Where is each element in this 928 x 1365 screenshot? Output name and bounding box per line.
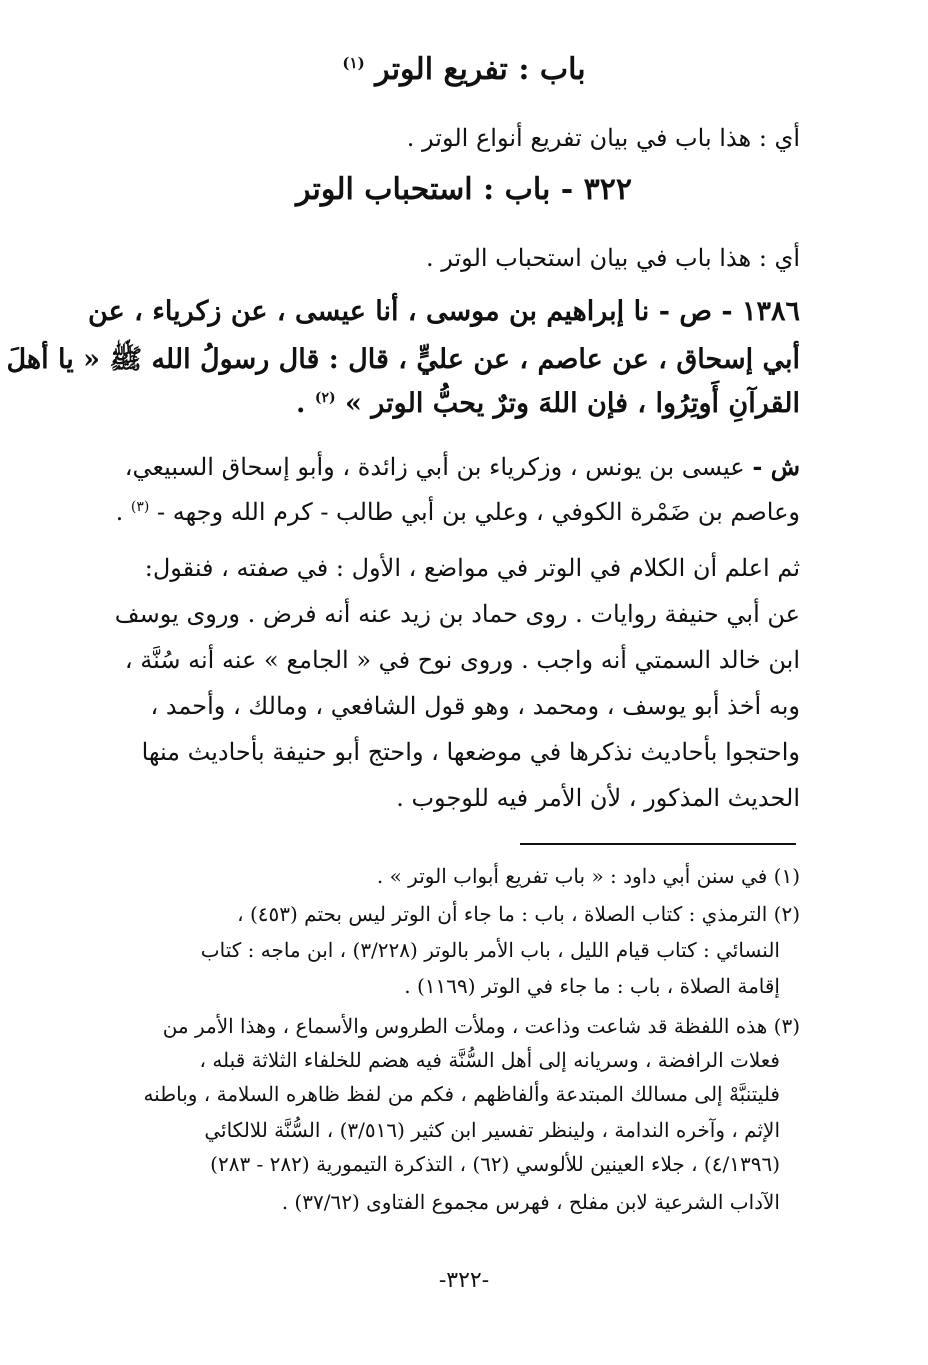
sharh-line-1: [110, 452, 800, 481]
sharh-line-2-end: .: [115, 498, 124, 526]
body-line-2: عن أبي حنيفة روايات . روى حماد بن زيد عنه أنه فرض . وروى يوسف: [114, 600, 800, 628]
footnote-3-line-6: الآداب الشرعية لابن مفلح ، فهرس مجموع الفتاوى (٣٧/٦٢) .: [281, 1190, 780, 1214]
sharh-line-2-text: وعاصم بن ضَمْرة الكوفي ، وعلي بن أبي طالب - كرم الله وجهه -: [157, 498, 800, 526]
hadith-line-2: أبي إسحاق ، عن عاصم ، عن عليٍّ ، قال : قال رسولُ الله ﷺ « يا أهلَ: [6, 344, 800, 375]
footnote-3-line-5: (٤/١٣٩٦) ، جلاء العينين للألوسي (٦٢) ، التذكرة التيمورية (٢٨٢ - ٢٨٣): [210, 1152, 780, 1176]
hadith-footnote-ref[interactable]: (٢): [314, 390, 336, 406]
body-line-3: ابن خالد السمتي أنه واجب . وروى نوح في « الجامع » عنه أنه سُنَّة ،: [124, 646, 800, 674]
sharh-line-2: [110, 498, 800, 526]
footnote-3-line-1: (٣) هذه اللفظة قد شاعت وذاعت ، وملأت الطروس والأسماع ، وهذا الأمر من: [162, 1014, 800, 1038]
section-title: [0, 52, 928, 87]
hadith-line-3-text: القرآنِ أَوتِرُوا ، فإن اللهَ وترٌ يحبُّ الوتر »: [345, 388, 800, 419]
body-line-4: وبه أخذ أبو يوسف ، ومحمد ، وهو قول الشافعي ، ومالك ، وأحمد ،: [150, 692, 800, 720]
footnote-3-line-4: الإثم ، وآخره الندامة ، ولينظر تفسير ابن كثير (٣/٥١٦) ، السُّنَّة للالكائي: [204, 1118, 780, 1142]
body-line-6: الحديث المذكور ، لأن الأمر فيه للوجوب .: [396, 784, 800, 812]
body-line-1: ثم اعلم أن الكلام في الوتر في مواضع ، الأول : في صفته ، فنقول:: [144, 554, 800, 582]
footnote-1: (١) في سنن أبي داود : « باب تفريع أبواب الوتر » .: [376, 864, 800, 888]
hadith-line-3: [110, 388, 800, 419]
sharh-line-1-text: عيسى بن يونس ، وزكرياء بن أبي زائدة ، وأبو إسحاق السبيعي،: [124, 453, 753, 481]
section-title-footnote-ref[interactable]: (١): [342, 54, 365, 72]
section-title-text: باب : تفريع الوتر: [375, 52, 586, 87]
footnote-3-line-2: فعلات الرافضة ، وسريانه إلى أهل السُّنَّة فيه هضم للخلفاء الثلاثة قبله ،: [199, 1048, 780, 1072]
sharh-footnote-ref[interactable]: (٣): [130, 499, 150, 515]
footnote-3-line-3: فليتنبَّهْ إلى مسالك المبتدعة وألفاظهم ، فكم من لفظ ظاهره السلامة ، وباطنه: [143, 1082, 780, 1106]
chapter-description: أي : هذا باب في بيان استحباب الوتر .: [425, 244, 800, 272]
hadith-line-1: ١٣٨٦ - ص - نا إبراهيم بن موسى ، أنا عيسى ، عن زكرياء ، عن: [88, 296, 800, 327]
sharh-label: ش -: [752, 452, 800, 481]
chapter-title: ٣٢٢ - باب : استحباب الوتر: [295, 172, 633, 207]
hadith-line-3-end: .: [296, 388, 306, 419]
page-number: -٣٢٢-: [438, 1268, 490, 1293]
body-line-5: واحتجوا بأحاديث نذكرها في موضعها ، واحتج أبو حنيفة بأحاديث منها: [141, 738, 800, 766]
footnote-divider: [520, 843, 796, 845]
footnote-2-line-1: (٢) الترمذي : كتاب الصلاة ، باب : ما جاء أن الوتر ليس بحتم (٤٥٣) ،: [237, 902, 800, 926]
footnote-2-line-2: النسائي : كتاب قيام الليل ، باب الأمر بالوتر (٣/٢٢٨) ، ابن ماجه : كتاب: [200, 938, 780, 962]
section-description: أي : هذا باب في بيان تفريع أنواع الوتر .: [406, 124, 800, 152]
footnote-2-line-3: إقامة الصلاة ، باب : ما جاء في الوتر (١١٦٩) .: [404, 974, 780, 998]
